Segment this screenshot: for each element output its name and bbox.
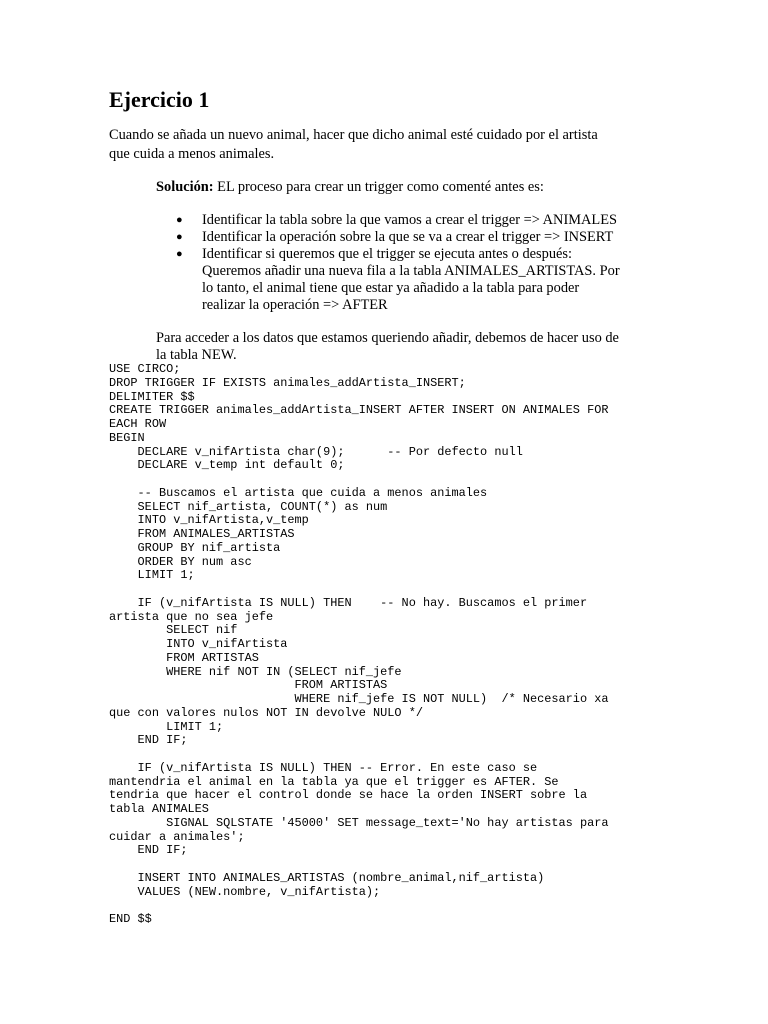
paragraph-line: la tabla NEW. xyxy=(156,347,237,363)
list-item xyxy=(176,246,676,314)
code-line: IF (v_nifArtista IS NULL) THEN -- Error. En este caso se xyxy=(109,760,538,775)
code-line: SIGNAL SQLSTATE '45000' SET message_text='No hay artistas para xyxy=(109,815,609,830)
step-text: realizar la operación => AFTER xyxy=(202,297,388,313)
code-line: DECLARE v_temp int default 0; xyxy=(109,458,345,473)
step-text: Identificar si queremos que el trigger se ejecuta antes o después: xyxy=(202,246,573,262)
page-title: Ejercicio 1 xyxy=(109,87,210,112)
code-line: FROM ANIMALES_ARTISTAS xyxy=(109,527,295,541)
code-line: artista que no sea jefe xyxy=(109,609,274,624)
code-line xyxy=(109,858,669,872)
code-line: IF (v_nifArtista IS NULL) THEN -- No hay. Buscamos el primer xyxy=(109,595,588,610)
code-line: END $$ xyxy=(109,912,152,926)
step-text: Identificar la tabla sobre la que vamos a crear el trigger => ANIMALES xyxy=(202,212,618,228)
code-line: -- Buscamos el artista que cuida a menos animales xyxy=(109,485,488,500)
code-line: EACH ROW xyxy=(109,417,167,431)
code-line: SELECT nif_artista, COUNT(*) as num xyxy=(109,499,388,514)
statement-line: que cuida a menos animales. xyxy=(109,146,275,162)
code-line: BEGIN xyxy=(109,430,145,445)
code-line: LIMIT 1; xyxy=(109,568,195,583)
code-line: VALUES (NEW.nombre, v_nifArtista); xyxy=(109,884,381,899)
code-line: LIMIT 1; xyxy=(109,719,224,734)
paragraph-line: Para acceder a los datos que estamos queriendo añadir, debemos de hacer uso de xyxy=(156,330,619,346)
exercise-statement xyxy=(109,126,669,164)
sql-code-block xyxy=(109,363,669,927)
code-line: tabla ANIMALES xyxy=(109,802,209,816)
code-line: END IF; xyxy=(109,733,188,748)
code-line: mantendria el animal en la tabla ya que el trigger es AFTER. Se xyxy=(109,774,559,789)
code-line: INSERT INTO ANIMALES_ARTISTAS (nombre_animal,nif_artista) xyxy=(109,870,545,885)
code-line: INTO v_nifArtista xyxy=(109,637,288,651)
step-text: Identificar la operación sobre la que se va a crear el trigger => INSERT xyxy=(202,229,614,245)
code-line: que con valores nulos NOT IN devolve NULO */ xyxy=(109,705,423,720)
list-item xyxy=(176,212,676,229)
code-line: DECLARE v_nifArtista char(9); -- Por defecto null xyxy=(109,444,523,459)
code-line: DELIMITER $$ xyxy=(109,389,195,404)
code-line: INTO v_nifArtista,v_temp xyxy=(109,513,309,528)
code-line xyxy=(109,583,669,597)
code-line xyxy=(109,748,669,762)
code-line: WHERE nif NOT IN (SELECT nif_jefe xyxy=(109,664,402,679)
code-line: DROP TRIGGER IF EXISTS animales_addArtista_INSERT; xyxy=(109,375,466,390)
code-line: USE CIRCO; xyxy=(109,362,181,376)
step-text: Queremos añadir una nueva fila a la tabla ANIMALES_ARTISTAS. Por xyxy=(202,263,620,279)
bullet-icon: ● xyxy=(176,248,183,260)
code-line: tendria que hacer el control donde se hace la orden INSERT sobre la xyxy=(109,788,588,803)
list-item xyxy=(176,229,676,246)
bullet-icon: ● xyxy=(176,214,183,226)
code-line: ORDER BY num asc xyxy=(109,554,252,569)
code-line xyxy=(109,899,669,913)
new-table-paragraph xyxy=(156,330,676,364)
code-line: GROUP BY nif_artista xyxy=(109,540,281,555)
solution-text: EL proceso para crear un trigger como comenté antes es: xyxy=(213,179,544,195)
trigger-steps-list xyxy=(176,212,676,314)
statement-line: Cuando se añada un nuevo animal, hacer que dicho animal esté cuidado por el artista xyxy=(109,127,598,143)
solution-paragraph xyxy=(156,178,544,197)
code-line: CREATE TRIGGER animales_addArtista_INSERT AFTER INSERT ON ANIMALES FOR xyxy=(109,403,609,418)
code-line: END IF; xyxy=(109,843,188,858)
code-line: cuidar a animales'; xyxy=(109,829,245,844)
code-line: WHERE nif_jefe IS NOT NULL) /* Necesario xa xyxy=(109,692,609,706)
code-line: FROM ARTISTAS xyxy=(109,650,259,665)
solution-label: Solución: xyxy=(156,179,214,195)
code-line: SELECT nif xyxy=(109,623,238,638)
step-text: lo tanto, el animal tiene que estar ya añadido a la tabla para poder xyxy=(202,280,580,296)
bullet-icon: ● xyxy=(176,231,183,243)
code-line: FROM ARTISTAS xyxy=(109,678,388,693)
code-line xyxy=(109,473,669,487)
